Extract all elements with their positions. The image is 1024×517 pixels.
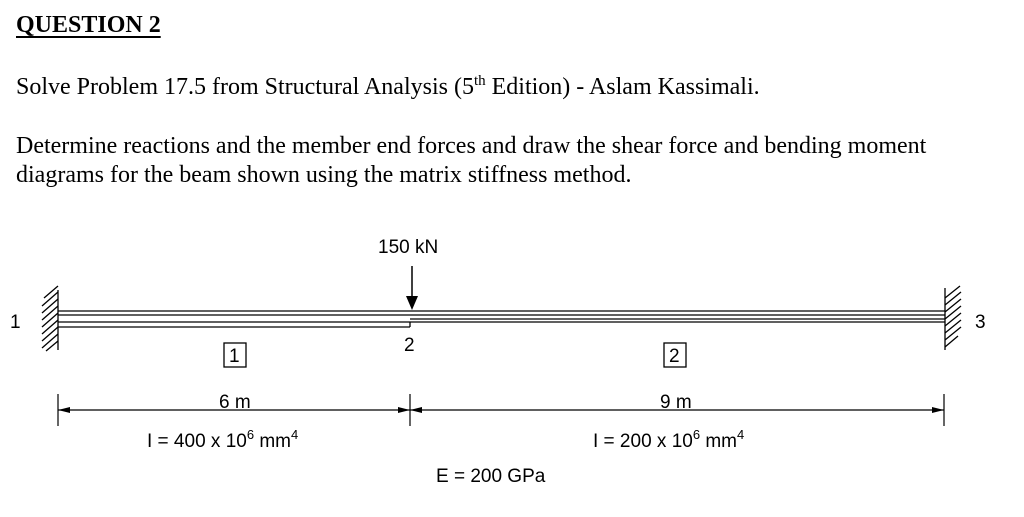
member-label-2: 2	[669, 346, 680, 367]
dimension-line	[58, 394, 944, 426]
beam-diagram	[0, 220, 1024, 517]
right-fixed-support	[945, 286, 961, 350]
point-load-arrow	[406, 266, 418, 310]
inertia-label-1: I = 400 x $10^6$ $mm^4$	[147, 427, 299, 452]
node-label-2: 2	[404, 335, 415, 356]
node-label-3: 3	[975, 312, 986, 333]
inertia-label-2: I = 200 x $10^6$ $mm^4$	[593, 427, 745, 452]
span-label-1: 6 m	[219, 392, 251, 413]
reference-text-end: Edition) - Aslam Kassimali.	[485, 74, 760, 100]
question-title: QUESTION 2	[16, 12, 161, 38]
modulus-label: E = 200 GPa	[436, 466, 546, 487]
member-label-1: 1	[229, 346, 240, 367]
left-fixed-support	[42, 286, 58, 351]
problem-reference	[16, 73, 760, 101]
node-label-1: 1	[10, 312, 21, 333]
task-statement: Determine reactions and the member end forces and draw the shear force and bending moment diagrams for the beam shown using the matrix stiffness method.	[16, 133, 927, 188]
load-label: 150 kN	[378, 237, 439, 258]
beam-member-1	[58, 311, 410, 327]
beam-member-2	[410, 311, 945, 322]
span-label-2: 9 m	[660, 392, 692, 413]
edition-superscript: th	[473, 73, 486, 89]
reference-text: Solve Problem 17.5 from Structural Analysis (5	[16, 74, 474, 100]
